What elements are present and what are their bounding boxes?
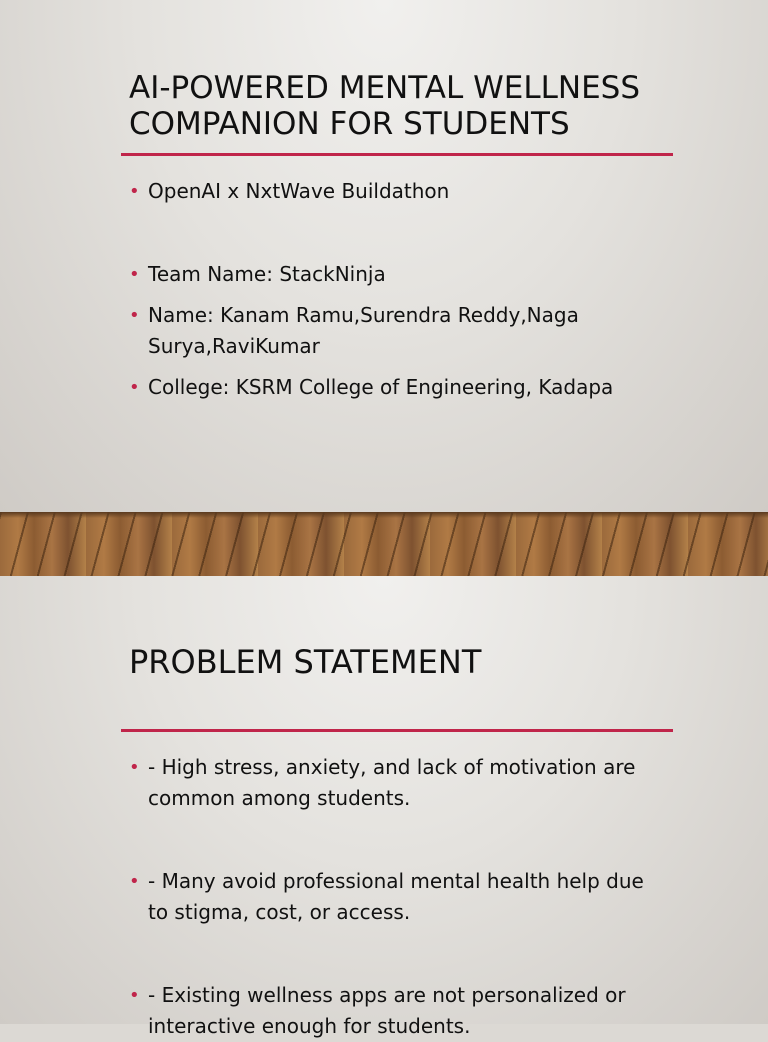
- slide-2: [0, 576, 768, 1038]
- bullet-item: • Name: Kanam Ramu,Surendra Reddy,Naga Surya,RaviKumar: [129, 300, 659, 362]
- slide-1: [0, 0, 768, 512]
- wood-floor-background: [0, 512, 768, 576]
- bullet-item: • College: KSRM College of Engineering, Kadapa: [129, 372, 659, 403]
- bullet-item: • Team Name: StackNinja: [129, 259, 659, 290]
- slide-title: AI-POWERED MENTAL WELLNESS COMPANION FOR STUDENTS: [129, 70, 641, 142]
- bullet-item: • - Many avoid professional mental health help due to stigma, cost, or access.: [129, 866, 659, 928]
- title-divider: [121, 729, 673, 732]
- bullet-item: • - Existing wellness apps are not personalized or interactive enough for students.: [129, 980, 659, 1042]
- slide-title: PROBLEM STATEMENT: [129, 643, 482, 681]
- bullet-item: • - High stress, anxiety, and lack of motivation are common among students.: [129, 752, 659, 814]
- bullet-list: [129, 176, 659, 403]
- bullet-list: [129, 752, 659, 1042]
- bullet-item: • OpenAI x NxtWave Buildathon: [129, 176, 659, 207]
- title-divider: [121, 153, 673, 156]
